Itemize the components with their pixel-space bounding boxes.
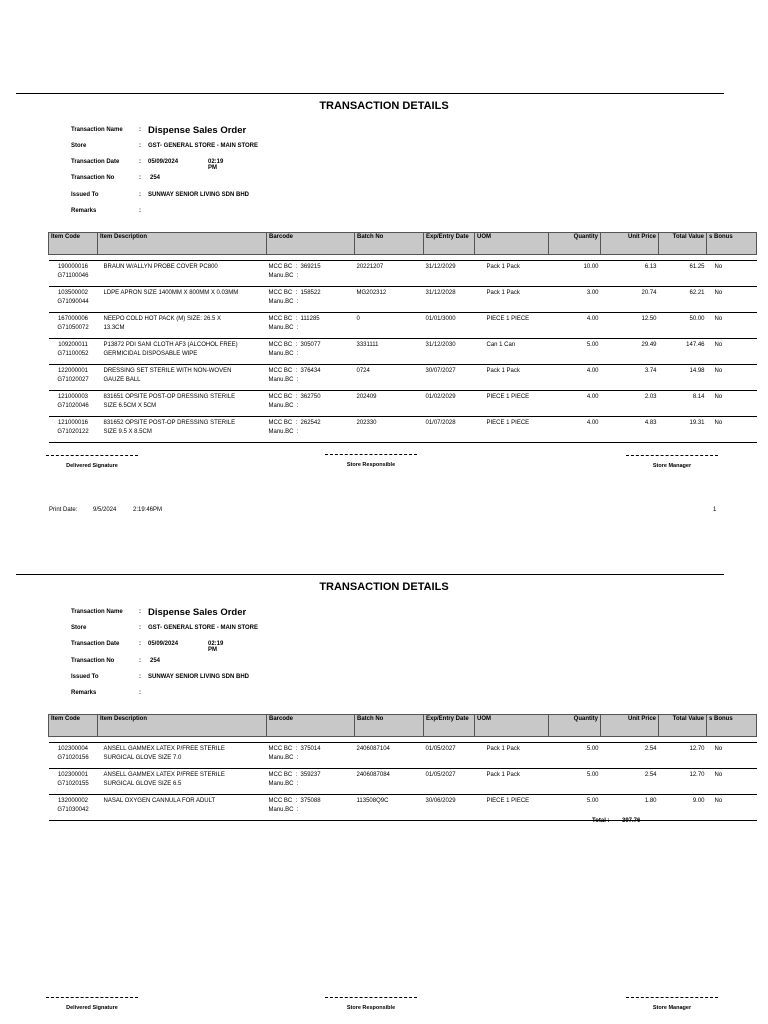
total-label: Total : [592,818,610,824]
column-header: Item Code [49,715,98,737]
item-description: 831652 OPSITE POST-OP DRESSING STERILE SIZE 9.5 X 8.5CM [98,417,267,443]
items-table [48,232,757,443]
page-title: TRANSACTION DETAILS [319,100,449,112]
exp-date: 01/01/3000 [424,313,475,339]
item-description: NASAL OXYGEN CANNULA FOR ADULT [98,795,267,821]
total-value: 14.98 [659,365,707,391]
column-header: s Bonus [707,233,757,255]
item-description: BRAUN W/ALLYN PROBE COVER PC800 [98,261,267,287]
barcode: MCC BC : 369215 Manu.BC : [267,261,355,287]
total-value: 397.76 [622,818,641,824]
total-value: 62.21 [659,287,707,313]
barcode: MCC BC : 375088 Manu.BC : [267,795,355,821]
column-header: Unit Price [601,715,659,737]
quantity: 3.00 [549,287,601,313]
total-value: 12.70 [659,769,707,795]
unit-price: 3.74 [601,365,659,391]
column-header: Quantity [549,233,601,255]
total-value: 61.25 [659,261,707,287]
batch-no: 20221207 [355,261,424,287]
column-header: Total Value [659,233,707,255]
exp-date: 31/12/2028 [424,287,475,313]
print-date-label: Print Date: [49,507,78,513]
table-row [49,417,757,443]
store-manager-signature: Store Manager [622,455,722,469]
column-header: Batch No [355,233,424,255]
item-code: 122000001 G71020027 [49,365,98,391]
batch-no: 2406087084 [355,769,424,795]
total-value: 19.31 [659,417,707,443]
quantity: 4.00 [549,417,601,443]
exp-date: 01/05/2027 [424,743,475,769]
store-value: GST- GENERAL STORE - MAIN STORE [148,143,259,149]
barcode: MCC BC : 262542 Manu.BC : [267,417,355,443]
unit-price: 29.49 [601,339,659,365]
item-description: P13872 PDI SANI CLOTH AF3 (ALCOHOL FREE) GERMICIDAL DISPOSABLE WIPE [98,339,267,365]
uom: Can 1 Can [475,339,549,365]
barcode: MCC BC : 158522 Manu.BC : [267,287,355,313]
quantity: 5.00 [549,795,601,821]
store-manager-signature: Store Manager [622,997,722,1011]
exp-date: 01/05/2027 [424,769,475,795]
batch-no: 113508Q9C [355,795,424,821]
unit-price: 12.50 [601,313,659,339]
item-description: DRESSING SET STERILE WITH NON-WOVEN GAUZE BALL [98,365,267,391]
quantity: 5.00 [549,743,601,769]
unit-price: 2.54 [601,743,659,769]
uom: Pack 1 Pack [475,287,549,313]
transaction-time: 02:19 PM [208,159,224,171]
batch-no: 2406087104 [355,743,424,769]
item-code: 109200011 G71100052 [49,339,98,365]
bonus: No [707,261,757,287]
unit-price: 2.03 [601,391,659,417]
bonus: No [707,339,757,365]
exp-date: 01/02/2029 [424,391,475,417]
page-1: TRANSACTION DETAILS Transaction Name : Dispense Sales Order Store : GST- GENERAL STORE - MAIN STORE Transaction Date : 05/09/2024 02:19 PM Transaction No : 254 Issued To : SUNWAY SENIOR LIVING SDN BHD Remarks : Item Code Item Description Barcode Batch No Exp/Entry Date UOM Quantity Unit Price Total Value s Bonus 190000016 G71100046 BRAUN W/ALLYN PROBE COVER PC800 MCC BC : 369215 Manu.BC : 20221207 31/12/2029 Pack 1 Pack 10.00 6.13 61.25 No 103500002 G71090044 LDPE APRON SIZE 1400MM X 800MM X 0.03MM MCC BC : 158522 Manu.BC : MG202312 31/12/2028 Pack 1 Pack 3.00 20.74 62.21 No 167000006 G71050072 NEEPO COLD HOT PACK (M) SIZE: 26.5 X 13.3CM MCC BC : 111285 Manu.BC : 0 01/01/3000 PIECE 1 PIECE 4.00 12.50 50.00 No 109200011 G71100052 P13872 PDI SANI CLOTH AF3 (ALCOHOL FREE) GERMICIDAL DISPOSABLE WIPE MCC BC : 305077 Manu.BC : 3331111 31/12/2030 Can 1 Can 5.00 29.49 147.46 No 122000001 G71020027 DRESSING SET STERILE WITH NON-WOVEN GAUZE BALL MCC BC : 376434 Manu.BC : 0724 30/07/2027 Pack 1 Pack 4.00 3.74 14.98 No 121000003 G71020046 831651 OPSITE POST-OP DRESSING STERILE SIZE 6.5CM X 5CM MCC BC : 362750 Manu.BC : 202409 01/02/2029 PIECE 1 PIECE 4.00 2.03 8.14 No 121000016 G71020122 831652 OPSITE POST-OP DRESSING STERILE SIZE 9.5 X 8.5CM MCC BC : 262542 Manu.BC : 202330 01/07/2028 PIECE 1 PIECE 4.00 4.83 19.31 No Delivered Signature Store Responsible Store Manager Print Date: 9/5/2024 2:19:46PM 1 [0,0,768,512]
column-header: Barcode [267,233,355,255]
item-code: 190000016 G71100046 [49,261,98,287]
total-value: 9.00 [659,795,707,821]
issued-to: SUNWAY SENIOR LIVING SDN BHD [148,674,250,680]
uom: PIECE 1 PIECE [475,417,549,443]
barcode: MCC BC : 305077 Manu.BC : [267,339,355,365]
table-row [49,287,757,313]
transaction-date: 05/09/2024 [148,159,179,165]
column-header: Exp/Entry Date [424,715,475,737]
print-time: 2:19:46PM [133,507,163,513]
uom: Pack 1 Pack [475,769,549,795]
store-responsible-signature: Store Responsible [321,997,421,1011]
quantity: 4.00 [549,391,601,417]
column-header: Total Value [659,715,707,737]
column-header: Batch No [355,715,424,737]
batch-no: 202409 [355,391,424,417]
uom: Pack 1 Pack [475,365,549,391]
bonus: No [707,795,757,821]
table-row [49,743,757,769]
column-header: Quantity [549,715,601,737]
item-code: 102300004 G71020156 [49,743,98,769]
quantity: 5.00 [549,339,601,365]
items-table [48,714,757,821]
table-row [49,769,757,795]
uom: PIECE 1 PIECE [475,391,549,417]
unit-price: 1.80 [601,795,659,821]
transaction-name: Dispense Sales Order [148,607,247,618]
table-row [49,339,757,365]
item-code: 121000003 G71020046 [49,391,98,417]
transaction-no: 254 [150,175,161,181]
table-row [49,795,757,821]
item-code: 132000002 G71030042 [49,795,98,821]
item-code: 102300001 G71020155 [49,769,98,795]
uom: Pack 1 Pack [475,261,549,287]
bonus: No [707,743,757,769]
table-row [49,365,757,391]
item-code: 103500002 G71090044 [49,287,98,313]
column-header: Unit Price [601,233,659,255]
item-description: NEEPO COLD HOT PACK (M) SIZE: 26.5 X 13.3CM [98,313,267,339]
exp-date: 30/07/2027 [424,365,475,391]
bonus: No [707,287,757,313]
total-value: 50.00 [659,313,707,339]
store-responsible-signature: Store Responsible [321,454,421,468]
column-header: UOM [475,715,549,737]
batch-no: MG202312 [355,287,424,313]
batch-no: 0724 [355,365,424,391]
uom: PIECE 1 PIECE [475,313,549,339]
transaction-date: 05/09/2024 [148,641,179,647]
transaction-no: 254 [150,658,161,664]
item-description: 831651 OPSITE POST-OP DRESSING STERILE SIZE 6.5CM X 5CM [98,391,267,417]
print-date: 9/5/2024 [93,507,117,513]
column-header: Item Description [98,715,267,737]
page-2: TRANSACTION DETAILS Transaction Name : Dispense Sales Order Store : GST- GENERAL STORE - MAIN STORE Transaction Date : 05/09/2024 02:19 PM Transaction No : 254 Issued To : SUNWAY SENIOR LIVING SDN BHD Remarks : Item Code Item Description Barcode Batch No Exp/Entry Date UOM Quantity Unit Price Total Value s Bonus 102300004 G71020156 ANSELL GAMMEX LATEX P/FREE STERILE SURGICAL GLOVE SIZE 7.0 MCC BC : 375014 Manu.BC : 2406087104 01/05/2027 Pack 1 Pack 5.00 2.54 12.70 No 102300001 G71020155 ANSELL GAMMEX LATEX P/FREE STERILE SURGICAL GLOVE SIZE 6.5 MCC BC : 359237 Manu.BC : 2406087084 01/05/2027 Pack 1 Pack 5.00 2.54 12.70 No 132000002 G71030042 NASAL OXYGEN CANNULA FOR ADULT MCC BC : 375088 Manu.BC : 113508Q9C 30/06/2029 PIECE 1 PIECE 5.00 1.80 9.00 No Total : 397.76 Delivered Signature Store Responsible Store Manager [0,482,768,994]
delivered-signature: Delivered Signature [42,455,142,469]
page-title: TRANSACTION DETAILS [319,581,449,593]
store-value: GST- GENERAL STORE - MAIN STORE [148,625,259,631]
page-number: 1 [713,507,717,513]
item-description: LDPE APRON SIZE 1400MM X 800MM X 0.03MM [98,287,267,313]
exp-date: 30/06/2029 [424,795,475,821]
exp-date: 01/07/2028 [424,417,475,443]
column-header: Barcode [267,715,355,737]
unit-price: 20.74 [601,287,659,313]
transaction-time: 02:19 PM [208,641,224,653]
barcode: MCC BC : 375014 Manu.BC : [267,743,355,769]
total-value: 12.70 [659,743,707,769]
table-row [49,261,757,287]
column-header: Exp/Entry Date [424,233,475,255]
uom: PIECE 1 PIECE [475,795,549,821]
bonus: No [707,365,757,391]
barcode: MCC BC : 376434 Manu.BC : [267,365,355,391]
batch-no: 0 [355,313,424,339]
barcode: MCC BC : 359237 Manu.BC : [267,769,355,795]
column-header: Item Description [98,233,267,255]
item-description: ANSELL GAMMEX LATEX P/FREE STERILE SURGICAL GLOVE SIZE 7.0 [98,743,267,769]
bonus: No [707,391,757,417]
barcode: MCC BC : 362750 Manu.BC : [267,391,355,417]
bonus: No [707,769,757,795]
top-rule [16,574,724,575]
exp-date: 31/12/2030 [424,339,475,365]
quantity: 4.00 [549,313,601,339]
bonus: No [707,313,757,339]
total-value: 8.14 [659,391,707,417]
top-rule [16,93,724,94]
bonus: No [707,417,757,443]
table-row [49,391,757,417]
quantity: 10.00 [549,261,601,287]
unit-price: 2.54 [601,769,659,795]
exp-date: 31/12/2029 [424,261,475,287]
table-row [49,313,757,339]
unit-price: 6.13 [601,261,659,287]
item-description: ANSELL GAMMEX LATEX P/FREE STERILE SURGICAL GLOVE SIZE 6.5 [98,769,267,795]
unit-price: 4.83 [601,417,659,443]
barcode: MCC BC : 111285 Manu.BC : [267,313,355,339]
transaction-name: Dispense Sales Order [148,125,247,136]
delivered-signature: Delivered Signature [42,997,142,1011]
column-header: s Bonus [707,715,757,737]
uom: Pack 1 Pack [475,743,549,769]
total-value: 147.46 [659,339,707,365]
quantity: 5.00 [549,769,601,795]
batch-no: 3331111 [355,339,424,365]
issued-to: SUNWAY SENIOR LIVING SDN BHD [148,192,250,198]
column-header: Item Code [49,233,98,255]
item-code: 121000016 G71020122 [49,417,98,443]
batch-no: 202330 [355,417,424,443]
quantity: 4.00 [549,365,601,391]
column-header: UOM [475,233,549,255]
item-code: 167000006 G71050072 [49,313,98,339]
